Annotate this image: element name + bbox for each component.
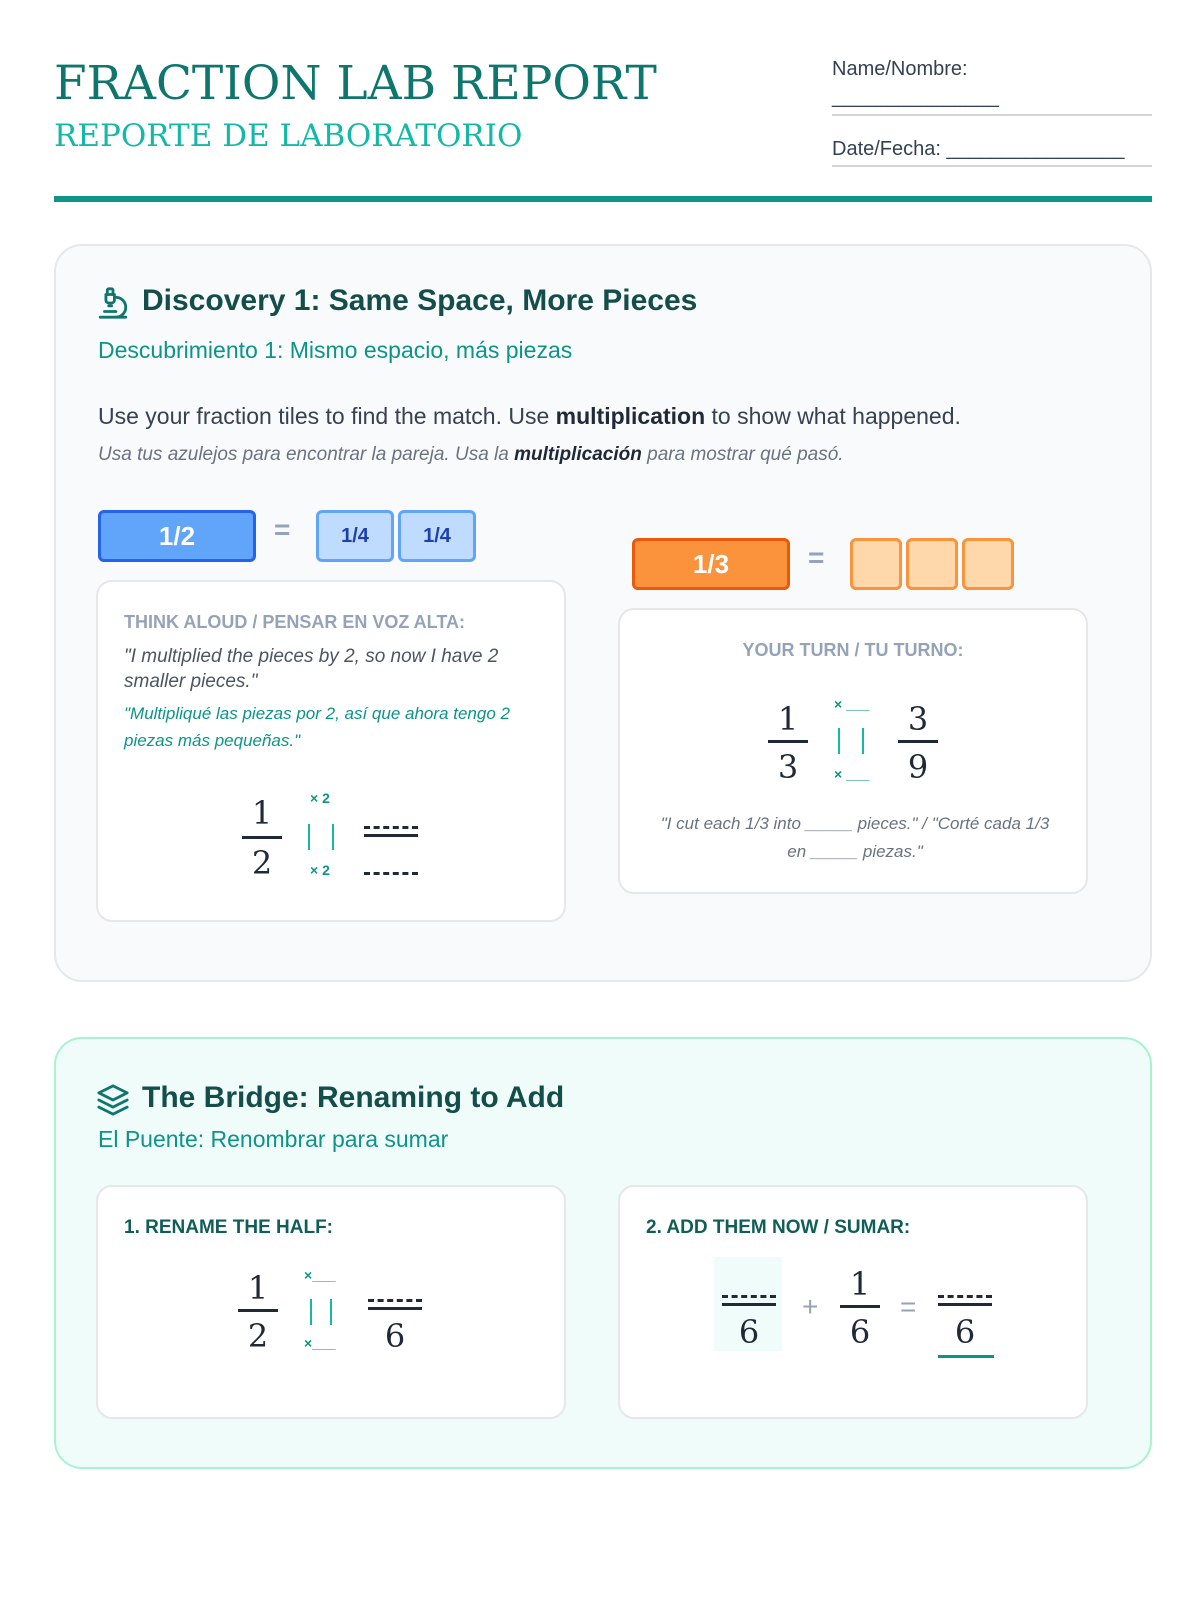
tile-one-quarter[interactable]: 1/4 bbox=[398, 510, 476, 562]
fraction-bar bbox=[898, 740, 938, 743]
add-them-label: 2. ADD THEM NOW / SUMAR: bbox=[646, 1217, 911, 1238]
discovery-title: Discovery 1: Same Space, More Pieces bbox=[142, 284, 698, 317]
fraction-bar bbox=[840, 1305, 880, 1308]
your-turn-box bbox=[618, 608, 1088, 894]
page-subtitle: REPORTE DE LABORATORIO bbox=[54, 118, 523, 154]
tile-empty-ninth[interactable] bbox=[962, 538, 1014, 590]
arrow-line bbox=[308, 824, 310, 850]
discovery-card bbox=[54, 244, 1152, 982]
your-turn-sentence: "I cut each 1/3 into _____ pieces." / "Corté cada 1/3 en _____ piezas." bbox=[660, 814, 1050, 861]
plus-sign: + bbox=[802, 1291, 819, 1322]
instructions-en: Use your fraction tiles to find the match. Use multiplication to show what happened. bbox=[98, 403, 961, 429]
fraction-bar bbox=[238, 1309, 278, 1312]
think-quote-en: "I multiplied the pieces by 2, so now I have 2 smaller pieces." bbox=[124, 646, 499, 692]
fraction-denominator: 6 bbox=[738, 1313, 760, 1351]
fraction-bar bbox=[768, 740, 808, 743]
tile-one-half[interactable]: 1/2 bbox=[98, 510, 256, 562]
numerator-blank[interactable] bbox=[368, 1299, 422, 1302]
fraction-numerator: 1 bbox=[777, 700, 799, 738]
header-divider bbox=[54, 196, 1152, 202]
fraction-bar bbox=[242, 836, 282, 839]
multiplier-top: ×___ bbox=[304, 1267, 336, 1283]
add-them-box bbox=[618, 1185, 1088, 1419]
equals-sign: = bbox=[274, 514, 291, 545]
name-label: Name/Nombre: bbox=[832, 58, 968, 80]
tile-one-third[interactable]: 1/3 bbox=[632, 538, 790, 590]
fraction-bar bbox=[938, 1303, 992, 1306]
rename-half-label: 1. RENAME THE HALF: bbox=[124, 1217, 333, 1238]
multiplier-top: × ___ bbox=[834, 696, 870, 712]
fraction-denominator: 2 bbox=[247, 1317, 269, 1355]
fraction-denominator: 3 bbox=[777, 748, 799, 786]
answer-underline bbox=[938, 1355, 994, 1358]
denominator-blank[interactable] bbox=[364, 872, 418, 875]
fraction-numerator: 1 bbox=[251, 794, 273, 832]
sum-denominator: 6 bbox=[954, 1313, 976, 1351]
tile-empty-ninth[interactable] bbox=[906, 538, 958, 590]
fraction-bar bbox=[722, 1303, 776, 1306]
multiplier-bottom: × 2 bbox=[310, 862, 330, 878]
fraction-denominator: 6 bbox=[849, 1313, 871, 1351]
fraction-denominator: 2 bbox=[251, 844, 273, 882]
multiplier-bottom: ×___ bbox=[304, 1335, 336, 1351]
result-numerator: 3 bbox=[907, 700, 929, 738]
sum-numerator-blank[interactable] bbox=[938, 1295, 992, 1298]
arrow-line bbox=[330, 1299, 332, 1325]
fraction-numerator: 1 bbox=[849, 1265, 871, 1303]
multiplier-top: × 2 bbox=[310, 790, 330, 806]
think-quote-es: "Multipliqué las piezas por 2, así que ahora tengo 2 piezas más pequeñas." bbox=[124, 704, 510, 750]
arrow-line bbox=[332, 824, 334, 850]
numerator-blank[interactable] bbox=[364, 826, 418, 829]
fraction-numerator: 1 bbox=[247, 1269, 269, 1307]
arrow-line bbox=[310, 1299, 312, 1325]
think-aloud-box bbox=[96, 580, 566, 922]
your-turn-label: YOUR TURN / TU TURNO: bbox=[742, 640, 964, 660]
result-denominator: 6 bbox=[384, 1317, 406, 1355]
fraction-bar bbox=[364, 834, 418, 837]
name-field[interactable]: _______________ bbox=[832, 86, 1152, 116]
equals-sign: = bbox=[900, 1291, 917, 1322]
fraction-bar bbox=[368, 1307, 422, 1310]
bridge-card bbox=[54, 1037, 1152, 1469]
arrow-line bbox=[838, 728, 840, 754]
bridge-subtitle: El Puente: Renombrar para sumar bbox=[98, 1126, 449, 1152]
think-aloud-label: THINK ALOUD / PENSAR EN VOZ ALTA: bbox=[124, 612, 465, 632]
discovery-subtitle: Descubrimiento 1: Mismo espacio, más piezas bbox=[98, 337, 573, 363]
instructions-es: Usa tus azulejos para encontrar la pareja. Usa la multiplicación para mostrar qué pasó. bbox=[98, 444, 844, 465]
layers-icon bbox=[96, 1083, 130, 1117]
tile-one-quarter[interactable]: 1/4 bbox=[316, 510, 394, 562]
multiplier-bottom: × ___ bbox=[834, 766, 870, 782]
date-field[interactable]: Date/Fecha: ________________ bbox=[832, 138, 1152, 167]
microscope-icon bbox=[96, 286, 130, 320]
equals-sign: = bbox=[808, 542, 825, 573]
page-header bbox=[54, 56, 1152, 202]
rename-half-box bbox=[96, 1185, 566, 1419]
tile-empty-ninth[interactable] bbox=[850, 538, 902, 590]
page-title: FRACTION LAB REPORT bbox=[54, 56, 657, 111]
numerator-blank[interactable] bbox=[722, 1295, 776, 1298]
result-denominator: 9 bbox=[907, 748, 929, 786]
bridge-title: The Bridge: Renaming to Add bbox=[142, 1081, 565, 1114]
arrow-line bbox=[862, 728, 864, 754]
